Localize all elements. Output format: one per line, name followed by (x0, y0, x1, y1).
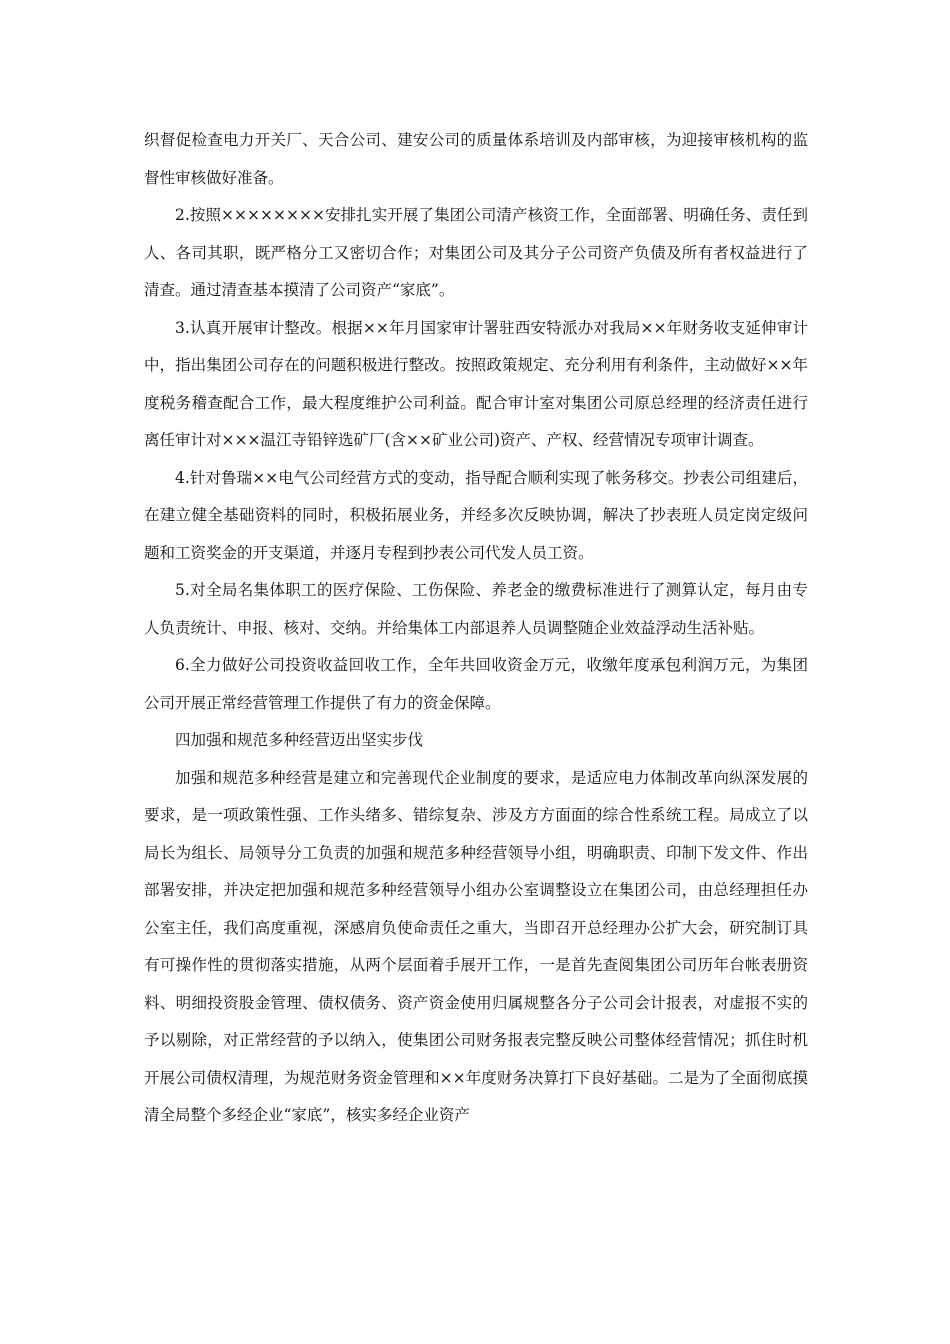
paragraph-item-6: 6.全力做好公司投资收益回收工作，全年共回收资金万元，收缴年度承包利润万元，为集团公司开展正常经营管理工作提供了有力的资金保障。 (144, 656, 808, 712)
paragraph-item-2: 2.按照××××××××安排扎实开展了集团公司清产核资工作，全面部署、明确任务、责任到人、各司其职，既严格分工又密切合作；对集团公司及其分子公司资产负债及所有者权益进行了清查。通过清查基本摸清了公司资产“家底”。 (144, 206, 808, 299)
paragraph-item-5: 5.对全局名集体职工的医疗保险、工伤保险、养老金的缴费标准进行了测算认定，每月由专人负责统计、申报、核对、交纳。并给集体工内部退养人员调整随企业效益浮动生活补贴。 (144, 581, 808, 637)
document-page (144, 122, 808, 1135)
paragraph-item-4: 4.针对鲁瑞××电气公司经营方式的变动，指导配合顺利实现了帐务移交。抄表公司组建后，在建立健全基础资料的同时，积极拓展业务，并经多次反映协调，解决了抄表班人员定岗定级问题和工资奖金的开支渠道，并逐月专程到抄表公司代发人员工资。 (144, 468, 808, 562)
paragraph-section-body: 加强和规范多种经营是建立和完善现代企业制度的要求，是适应电力体制改革向纵深发展的要求，是一项政策性强、工作头绪多、错综复杂、涉及方方面面的综合性系统工程。局成立了以局长为组长、局领导分工负责的加强和规范多种经营领导小组，明确职责、印制下发文件、作出部署安排，并决定把加强和规范多种经营领导小组办公室调整设立在集团公司，由总经理担任办公室主任，我们高度重视，深感肩负使命责任之重大，当即召开总经理办公扩大会，研究制订具有可操作性的贯彻落实措施，从两个层面着手展开工作，一是首先查阅集团公司历年台帐表册资料、明细投资股金管理、债权债务、资产资金使用归属规整各分子公司会计报表，对虚报不实的予以剔除，对正常经营的予以纳入，使集团公司财务报表完整反映公司整体经营情况；抓住时机开展公司债权清理，为规范财务资金管理和××年度财务决算打下良好基础。二是为了全面彻底摸清全局整个多经企业“家底”，核实多经企业资产 (144, 768, 808, 1124)
section-heading: 四加强和规范多种经营迈出坚实步伐 (175, 731, 424, 749)
paragraph-continuation: 织督促检查电力开关厂、天合公司、建安公司的质量体系培训及内部审核，为迎接审核机构的监督性审核做好准备。 (144, 131, 808, 187)
paragraph-item-3: 3.认真开展审计整改。根据××年月国家审计署驻西安特派办对我局××年财务收支延伸审计中，指出集团公司存在的问题积极进行整改。按照政策规定、充分利用有利条件，主动做好××年度税务稽查配合工作，最大程度维护公司利益。配合审计室对集团公司原总经理的经济责任进行离任审计对×××温江寺铅锌选矿厂(含××矿业公司)资产、产权、经营情况专项审计调查。 (144, 318, 808, 449)
